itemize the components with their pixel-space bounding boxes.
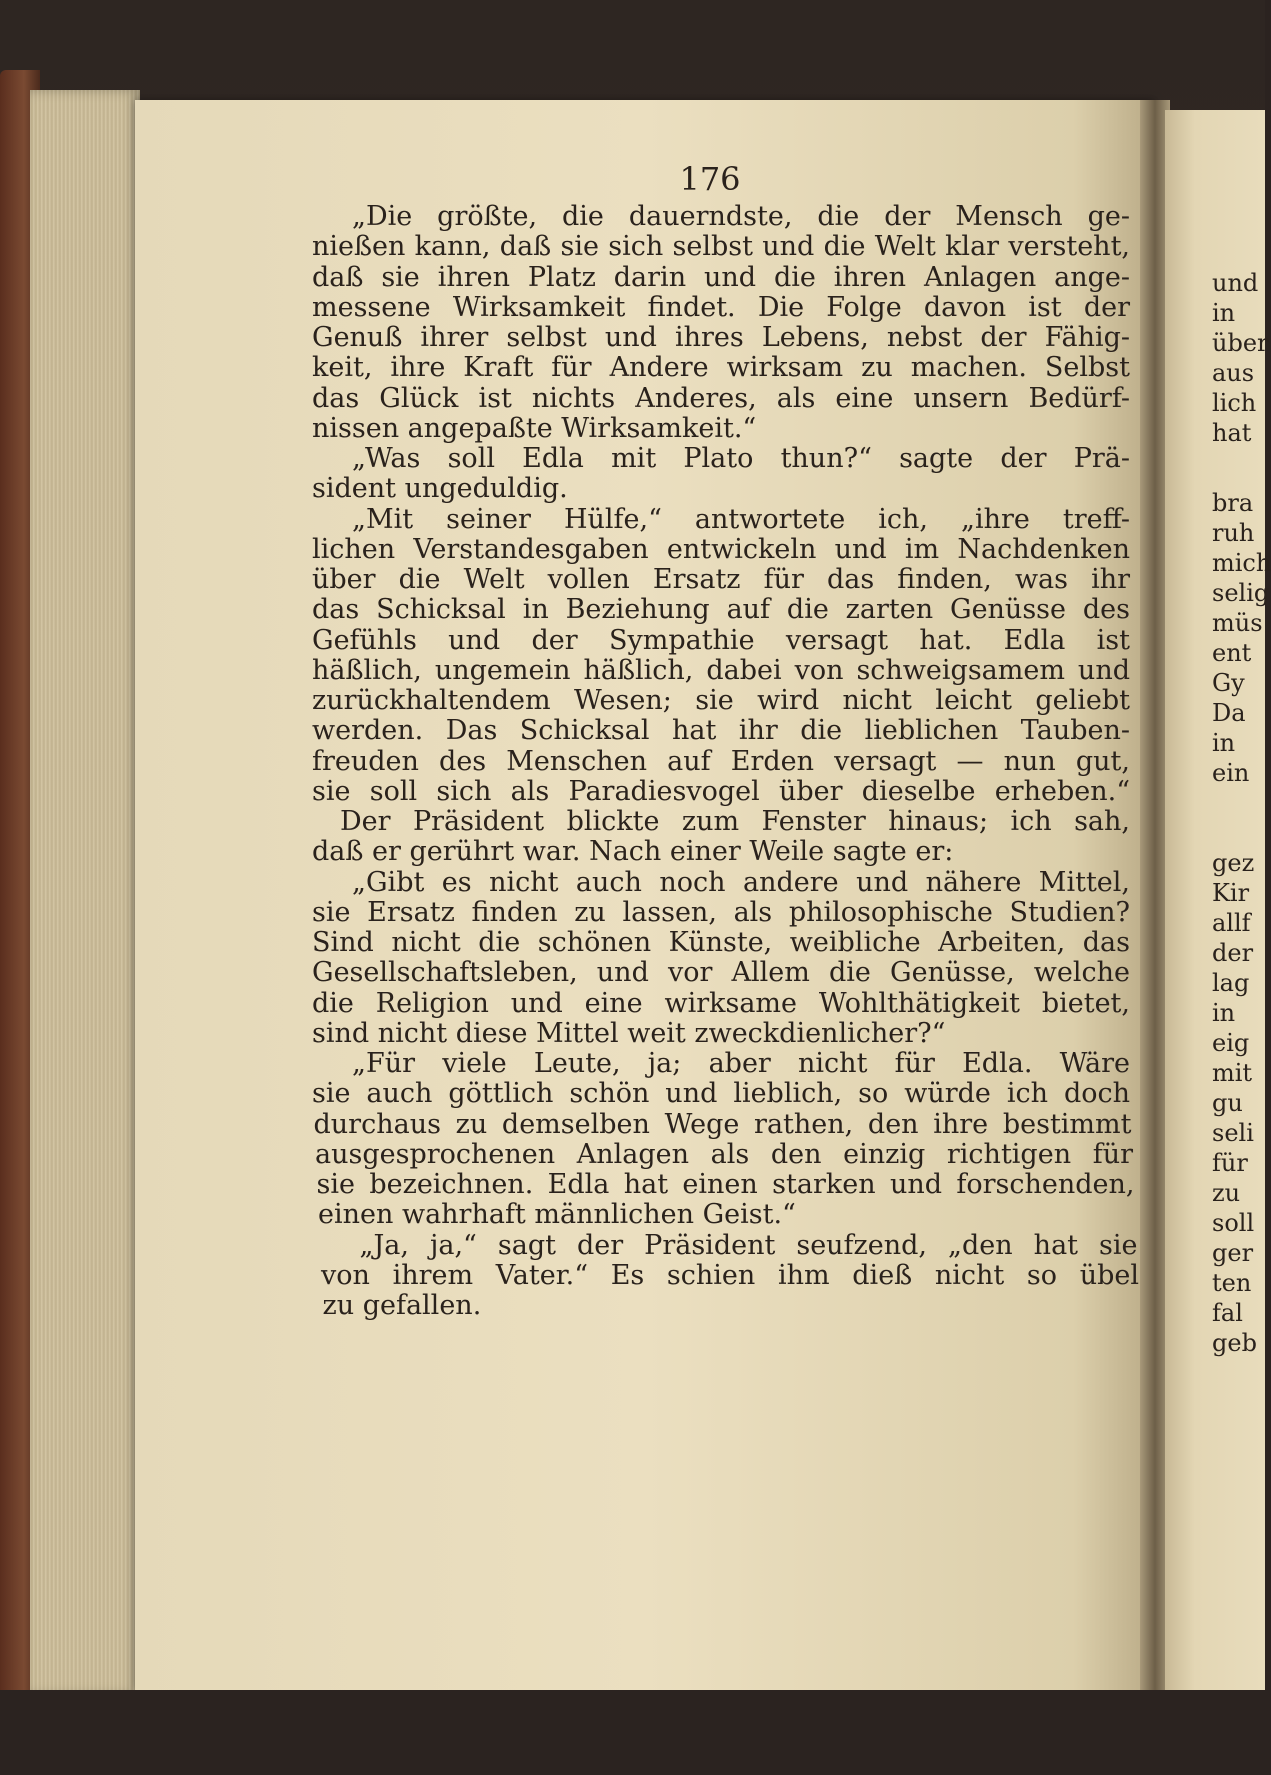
text-line: über die Welt vollen Ersatz für das finden, was ihr	[312, 564, 1130, 595]
text-line: daß sie ihren Platz darin und die ihren Anlagen ange-	[312, 261, 1130, 293]
next-page-fragment: bra	[1212, 489, 1254, 517]
text-line: Sind nicht die schönen Künste, weibliche Arbeiten, das	[312, 927, 1130, 958]
text-line: keit, ihre Kraft für Andere wirksam zu machen. Selbst	[312, 352, 1130, 384]
text-line: „Ja, ja,“ sagt der Präsident seufzend, „den hat sie	[359, 1229, 1138, 1261]
text-line: das Schicksal in Beziehung auf die zarten Genüsse des	[312, 594, 1130, 626]
next-page-fragment: aus	[1212, 359, 1255, 387]
next-page-fragment: gez	[1212, 849, 1255, 877]
next-page-fragment: über	[1212, 329, 1269, 357]
next-page-fragment: ten	[1212, 1269, 1252, 1297]
text-line: durchaus zu demselben Wege rathen, den ihre bestimmt	[313, 1108, 1132, 1140]
text-line: zu gefallen.	[322, 1290, 482, 1321]
next-page-fragment: müs	[1212, 609, 1263, 637]
text-line: häßlich, ungemein häßlich, dabei von schweigsamem und	[312, 654, 1130, 686]
next-page-fragment: lich	[1212, 389, 1257, 417]
scan-background	[0, 1690, 1265, 1775]
page-number: 176	[679, 160, 741, 198]
next-page-fragment: lag	[1212, 969, 1250, 997]
next-page-fragment: in	[1212, 729, 1236, 757]
next-page-fragment: ent	[1212, 639, 1252, 667]
next-page-fragment: Da	[1212, 699, 1246, 727]
next-page-fragment: zu	[1212, 1179, 1241, 1207]
next-page-fragment: Kir	[1212, 879, 1250, 907]
text-line: werden. Das Schicksal hat ihr die lieblichen Tauben-	[312, 715, 1130, 747]
text-line: Gefühls und der Sympathie versagt hat. Edla ist	[312, 624, 1130, 656]
next-page-fragment: soll	[1212, 1209, 1255, 1237]
next-page-fragment: Gy	[1212, 669, 1245, 697]
text-line: lichen Verstandesgaben entwickeln und im Nachdenken	[312, 533, 1130, 565]
text-line: „Was soll Edla mit Plato thun?“ sagte der Prä-	[352, 443, 1130, 474]
next-page-fragment: der	[1212, 939, 1254, 967]
next-page-fragment: hat	[1212, 419, 1252, 447]
text-line: zurückhaltendem Wesen; sie wird nicht leicht geliebt	[312, 685, 1130, 716]
next-page-fragment: ein	[1212, 759, 1250, 787]
text-line: das Glück ist nichts Anderes, als eine unsern Bedürf-	[312, 382, 1130, 414]
page-edges	[30, 90, 140, 1695]
text-line: nissen angepaßte Wirksamkeit.“	[312, 412, 757, 444]
text-line: ausgesprochenen Anlagen als den einzig richtigen für	[315, 1138, 1133, 1170]
text-line: „Mit seiner Hülfe,“ antwortete ich, „ihre treff-	[352, 503, 1130, 535]
next-page-fragment: in	[1212, 999, 1236, 1027]
next-page-fragment: seli	[1212, 1119, 1254, 1147]
text-line: „Die größte, die dauerndste, die der Mensch ge-	[352, 201, 1130, 232]
next-page-fragment: mit	[1212, 1059, 1253, 1087]
next-page-fragment: eig	[1212, 1029, 1250, 1057]
text-line: sident ungeduldig.	[312, 473, 568, 505]
next-page-fragment: selig	[1212, 579, 1270, 607]
text-line: sie auch göttlich schön und lieblich, so würde ich doch	[312, 1078, 1130, 1110]
text-line: daß er gerührt war. Nach einer Weile sagte er:	[312, 836, 954, 868]
next-page-fragment: allf	[1212, 909, 1251, 937]
text-line: Gesellschaftsleben, und vor Allem die Genüsse, welche	[312, 957, 1130, 989]
text-line: „Gibt es nicht auch noch andere und nähere Mittel,	[352, 866, 1130, 898]
text-line: von ihrem Vater.“ Es schien ihm dieß nicht so übel	[321, 1259, 1139, 1291]
text-line: nießen kann, daß sie sich selbst und die Welt klar versteht,	[312, 231, 1130, 263]
text-line: sie bezeichnen. Edla hat einen starken und forschenden,	[316, 1169, 1135, 1200]
text-line: freuden des Menschen auf Erden versagt — nun gut,	[312, 745, 1130, 777]
text-line: die Religion und eine wirksame Wohlthätigkeit bietet,	[312, 987, 1130, 1019]
text-line: sie soll sich als Paradiesvogel über dieselbe erheben.“	[312, 775, 1130, 807]
next-page-fragment: gu	[1212, 1089, 1243, 1117]
text-line: einen wahrhaft männlichen Geist.“	[318, 1199, 796, 1231]
text-line: sind nicht diese Mittel weit zweckdienlicher?“	[312, 1017, 946, 1049]
next-page-fragment: geb	[1212, 1329, 1257, 1357]
text-line: Der Präsident blickte zum Fenster hinaus; ich sah,	[340, 806, 1130, 837]
text-line: sie Ersatz finden zu lassen, als philosophische Studien?	[312, 896, 1130, 928]
text-line: messene Wirksamkeit findet. Die Folge davon ist der	[312, 291, 1130, 323]
next-page-fragment: mich	[1212, 549, 1271, 577]
text-line: Genuß ihrer selbst und ihres Lebens, nebst der Fähig-	[312, 322, 1130, 353]
next-page-fragment: ruh	[1212, 519, 1255, 547]
next-page-fragment: und	[1212, 269, 1259, 297]
text-line: „Für viele Leute, ja; aber nicht für Edla. Wäre	[352, 1048, 1130, 1079]
next-page-fragment: für	[1212, 1149, 1248, 1177]
next-page-fragment: in	[1212, 299, 1236, 327]
next-page-fragment: fal	[1212, 1299, 1243, 1327]
next-page-fragment: ger	[1212, 1239, 1254, 1267]
